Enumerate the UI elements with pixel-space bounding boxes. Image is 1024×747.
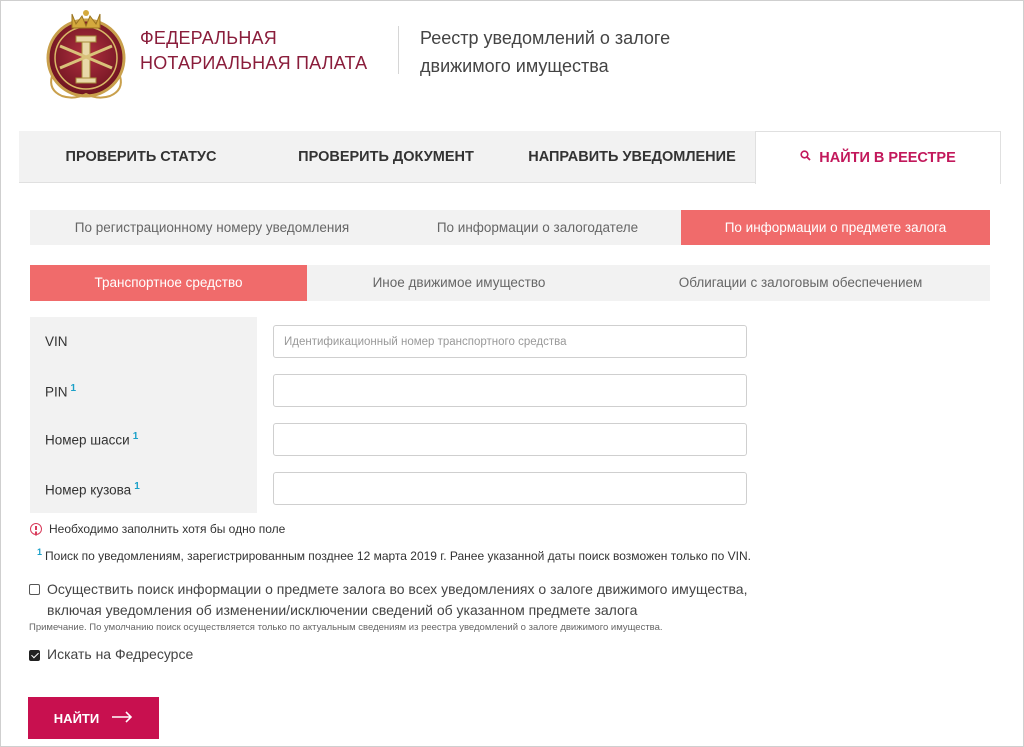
tab-by-pledgor-label: По информации о залогодателе	[436, 220, 639, 235]
search-mode-tabs	[30, 210, 990, 245]
tab-check-document-label: ПРОВЕРИТЬ ДОКУМЕНТ	[298, 149, 474, 165]
pin-label	[45, 383, 76, 400]
tab-by-pledge-subject-label: По информации о предмете залога	[724, 220, 947, 235]
organization-name[interactable]	[140, 26, 367, 76]
footnote-marker: 1	[70, 383, 77, 394]
tab-send-notice[interactable]	[509, 131, 755, 183]
tab-by-notice-number-label: По регистрационному номеру уведомления	[74, 220, 350, 235]
vin-label	[45, 334, 68, 349]
tab-vehicle[interactable]	[30, 265, 307, 301]
search-button[interactable]	[28, 697, 159, 739]
org-name-line-1: ФЕДЕРАЛЬНАЯ	[140, 28, 277, 48]
registry-title	[420, 24, 670, 80]
tab-check-status[interactable]	[19, 131, 263, 183]
body-number-label	[45, 481, 140, 498]
tab-other-property-label: Иное движимое имущество	[372, 275, 546, 290]
chassis-number-input[interactable]	[273, 423, 747, 456]
pin-label-text: PIN	[45, 384, 68, 400]
chassis-number-label-text: Номер шасси	[45, 432, 130, 448]
footnote-text: Поиск по уведомлениям, зарегистрированным позднее 12 марта 2019 г. Ранее указанной даты поиск возможен только по VIN.	[45, 549, 751, 563]
pin-input[interactable]	[273, 374, 747, 407]
notary-chamber-logo[interactable]	[42, 6, 130, 102]
search-all-notices-checkbox[interactable]	[29, 584, 40, 595]
org-name-line-2: НОТАРИАЛЬНАЯ ПАЛАТА	[140, 53, 368, 73]
tab-other-property[interactable]	[307, 265, 611, 301]
footnote	[37, 547, 751, 563]
tab-search-registry[interactable]	[755, 131, 1001, 184]
search-icon	[800, 131, 811, 183]
search-button-label: НАЙТИ	[53, 710, 100, 726]
arrow-right-icon	[111, 711, 133, 726]
footnote-marker: 1	[132, 431, 139, 442]
registry-title-line-1: Реестр уведомлений о залоге	[420, 28, 671, 48]
search-fedresurs-checkbox[interactable]	[29, 650, 40, 661]
main-navigation	[19, 131, 1001, 183]
tab-vehicle-label: Транспортное средство	[94, 275, 243, 290]
footnote-marker: 1	[37, 547, 43, 557]
tab-by-pledgor[interactable]	[394, 210, 681, 245]
search-fedresurs-label[interactable]: Искать на Федресурсе	[47, 646, 194, 662]
tab-send-notice-label: НАПРАВИТЬ УВЕДОМЛЕНИЕ	[528, 149, 736, 165]
chassis-number-label	[45, 431, 138, 448]
search-all-notices-label-line-2: включая уведомления об изменении/исключении сведений об указанном предмете залога	[47, 602, 638, 618]
search-all-notices-label-line-1: Осуществить поиск информации о предмете залога во всех уведомлениях о залоге движимого имущества,	[47, 581, 748, 597]
tab-secured-bonds-label: Облигации с залоговым обеспечением	[678, 275, 923, 290]
required-field-note	[30, 522, 285, 536]
vin-label-text: VIN	[45, 334, 68, 349]
vin-input[interactable]	[273, 325, 747, 358]
body-number-label-text: Номер кузова	[45, 482, 132, 498]
search-all-notices-note: Примечание. По умолчанию поиск осуществляется только по актуальным сведениям из реестра уведомлений о залоге движимого имущества.	[29, 622, 663, 633]
footnote-marker: 1	[134, 481, 140, 492]
tab-by-pledge-subject[interactable]	[681, 210, 990, 245]
tab-secured-bonds[interactable]	[611, 265, 990, 301]
header-divider	[398, 26, 399, 74]
tab-by-notice-number[interactable]	[30, 210, 394, 245]
required-field-note-text: Необходимо заполнить хотя бы одно поле	[49, 522, 286, 536]
search-all-notices-label[interactable]	[47, 579, 747, 621]
tab-search-registry-label: НАЙТИ В РЕЕСТРЕ	[819, 150, 956, 166]
tab-check-status-label: ПРОВЕРИТЬ СТАТУС	[65, 149, 217, 165]
property-type-tabs	[30, 265, 990, 301]
registry-title-line-2: движимого имущества	[420, 56, 609, 76]
warning-icon	[30, 523, 42, 535]
body-number-input[interactable]	[273, 472, 747, 505]
tab-check-document[interactable]	[263, 131, 509, 183]
